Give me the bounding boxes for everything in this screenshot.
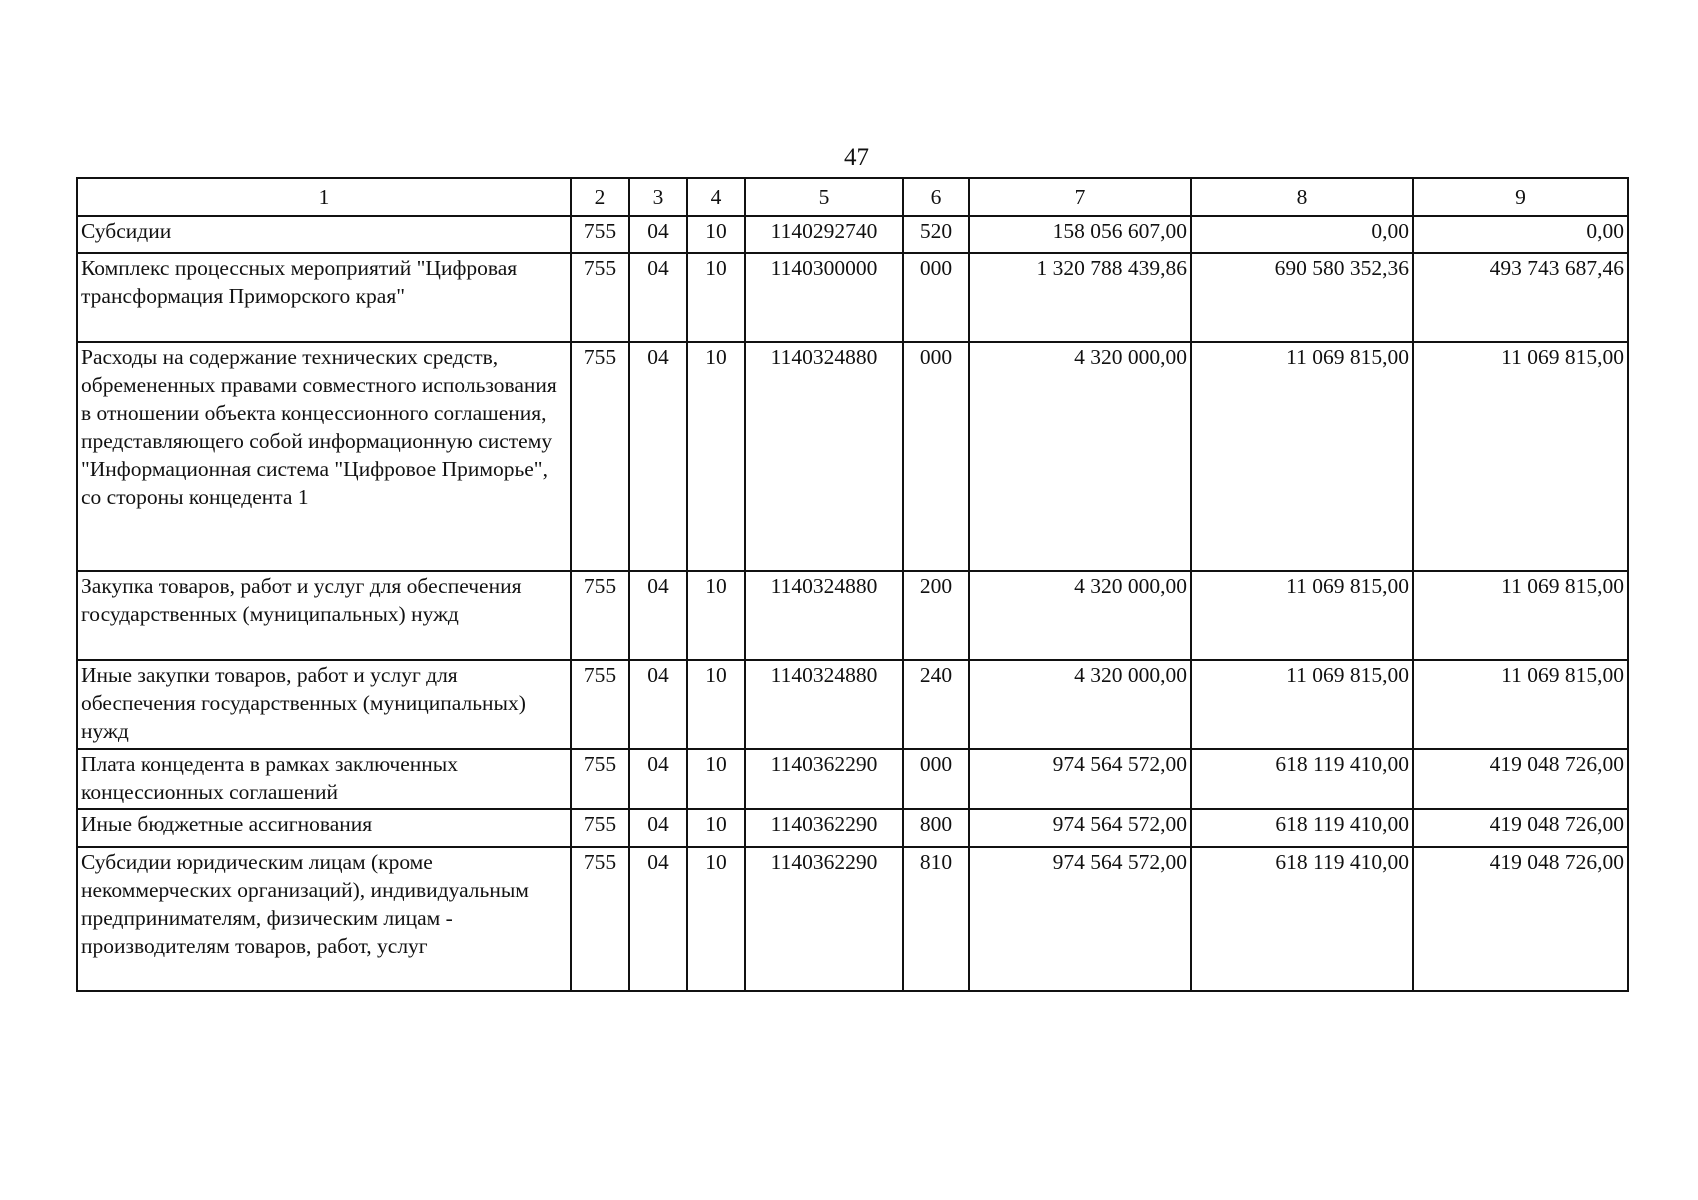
column-header: 7 — [969, 178, 1191, 216]
column-header: 3 — [629, 178, 687, 216]
row-name: Комплекс процессных мероприятий "Цифровая трансформация Приморского края" — [77, 253, 571, 342]
section-code: 04 — [629, 809, 687, 847]
chapter-code: 755 — [571, 571, 629, 660]
amount-col7: 158 056 607,00 — [969, 216, 1191, 253]
target-article-code: 1140300000 — [745, 253, 903, 342]
target-article-code: 1140324880 — [745, 660, 903, 749]
amount-col8: 11 069 815,00 — [1191, 571, 1413, 660]
amount-col7: 4 320 000,00 — [969, 342, 1191, 571]
chapter-code: 755 — [571, 749, 629, 809]
amount-col8: 618 119 410,00 — [1191, 749, 1413, 809]
subsection-code: 10 — [687, 342, 745, 571]
section-code: 04 — [629, 342, 687, 571]
amount-col8: 0,00 — [1191, 216, 1413, 253]
budget-table — [76, 177, 1629, 992]
chapter-code: 755 — [571, 253, 629, 342]
amount-col7: 4 320 000,00 — [969, 660, 1191, 749]
amount-col7: 1 320 788 439,86 — [969, 253, 1191, 342]
column-header: 8 — [1191, 178, 1413, 216]
amount-col9: 419 048 726,00 — [1413, 809, 1628, 847]
column-header: 2 — [571, 178, 629, 216]
section-code: 04 — [629, 749, 687, 809]
subsection-code: 10 — [687, 571, 745, 660]
amount-col7: 974 564 572,00 — [969, 749, 1191, 809]
column-header: 6 — [903, 178, 969, 216]
target-article-code: 1140292740 — [745, 216, 903, 253]
chapter-code: 755 — [571, 660, 629, 749]
subsection-code: 10 — [687, 809, 745, 847]
page-number: 47 — [844, 144, 869, 171]
amount-col9: 11 069 815,00 — [1413, 342, 1628, 571]
section-code: 04 — [629, 571, 687, 660]
amount-col8: 11 069 815,00 — [1191, 342, 1413, 571]
row-name: Закупка товаров, работ и услуг для обеспечения государственных (муниципальных) нужд — [77, 571, 571, 660]
row-name: Иные закупки товаров, работ и услуг для обеспечения государственных (муниципальных) нужд — [77, 660, 571, 749]
target-article-code: 1140362290 — [745, 749, 903, 809]
table-row — [77, 847, 1628, 991]
amount-col8: 618 119 410,00 — [1191, 809, 1413, 847]
header-row — [77, 178, 1628, 216]
amount-col7: 974 564 572,00 — [969, 847, 1191, 991]
table-row — [77, 749, 1628, 809]
amount-col9: 419 048 726,00 — [1413, 749, 1628, 809]
column-header: 5 — [745, 178, 903, 216]
subsection-code: 10 — [687, 847, 745, 991]
expense-type-code: 520 — [903, 216, 969, 253]
table-row — [77, 216, 1628, 253]
table-row — [77, 809, 1628, 847]
row-name: Расходы на содержание технических средств, обремененных правами совместного использования в отношении объекта концессионного соглашения, представляющего собой информационную систему "Информационная система "Цифровое Приморье", со стороны концедента 1 — [77, 342, 571, 571]
section-code: 04 — [629, 216, 687, 253]
table-row — [77, 342, 1628, 571]
amount-col9: 11 069 815,00 — [1413, 660, 1628, 749]
subsection-code: 10 — [687, 216, 745, 253]
target-article-code: 1140362290 — [745, 809, 903, 847]
expense-type-code: 000 — [903, 749, 969, 809]
column-header: 1 — [77, 178, 571, 216]
expense-type-code: 240 — [903, 660, 969, 749]
amount-col9: 493 743 687,46 — [1413, 253, 1628, 342]
expense-type-code: 000 — [903, 342, 969, 571]
chapter-code: 755 — [571, 847, 629, 991]
subsection-code: 10 — [687, 749, 745, 809]
table-row — [77, 253, 1628, 342]
expense-type-code: 810 — [903, 847, 969, 991]
row-name: Иные бюджетные ассигнования — [77, 809, 571, 847]
amount-col9: 419 048 726,00 — [1413, 847, 1628, 991]
row-name: Плата концедента в рамках заключенных концессионных соглашений — [77, 749, 571, 809]
chapter-code: 755 — [571, 342, 629, 571]
amount-col7: 4 320 000,00 — [969, 571, 1191, 660]
table-row — [77, 660, 1628, 749]
column-header: 4 — [687, 178, 745, 216]
section-code: 04 — [629, 253, 687, 342]
subsection-code: 10 — [687, 253, 745, 342]
expense-type-code: 000 — [903, 253, 969, 342]
amount-col9: 11 069 815,00 — [1413, 571, 1628, 660]
amount-col8: 11 069 815,00 — [1191, 660, 1413, 749]
amount-col7: 974 564 572,00 — [969, 809, 1191, 847]
target-article-code: 1140362290 — [745, 847, 903, 991]
row-name: Субсидии юридическим лицам (кроме некоммерческих организаций), индивидуальным предпринимателям, физическим лицам - производителям товаров, работ, услуг — [77, 847, 571, 991]
column-header: 9 — [1413, 178, 1628, 216]
chapter-code: 755 — [571, 809, 629, 847]
table-row — [77, 571, 1628, 660]
amount-col8: 618 119 410,00 — [1191, 847, 1413, 991]
section-code: 04 — [629, 660, 687, 749]
subsection-code: 10 — [687, 660, 745, 749]
chapter-code: 755 — [571, 216, 629, 253]
target-article-code: 1140324880 — [745, 571, 903, 660]
row-name: Субсидии — [77, 216, 571, 253]
amount-col8: 690 580 352,36 — [1191, 253, 1413, 342]
expense-type-code: 800 — [903, 809, 969, 847]
target-article-code: 1140324880 — [745, 342, 903, 571]
expense-type-code: 200 — [903, 571, 969, 660]
amount-col9: 0,00 — [1413, 216, 1628, 253]
section-code: 04 — [629, 847, 687, 991]
